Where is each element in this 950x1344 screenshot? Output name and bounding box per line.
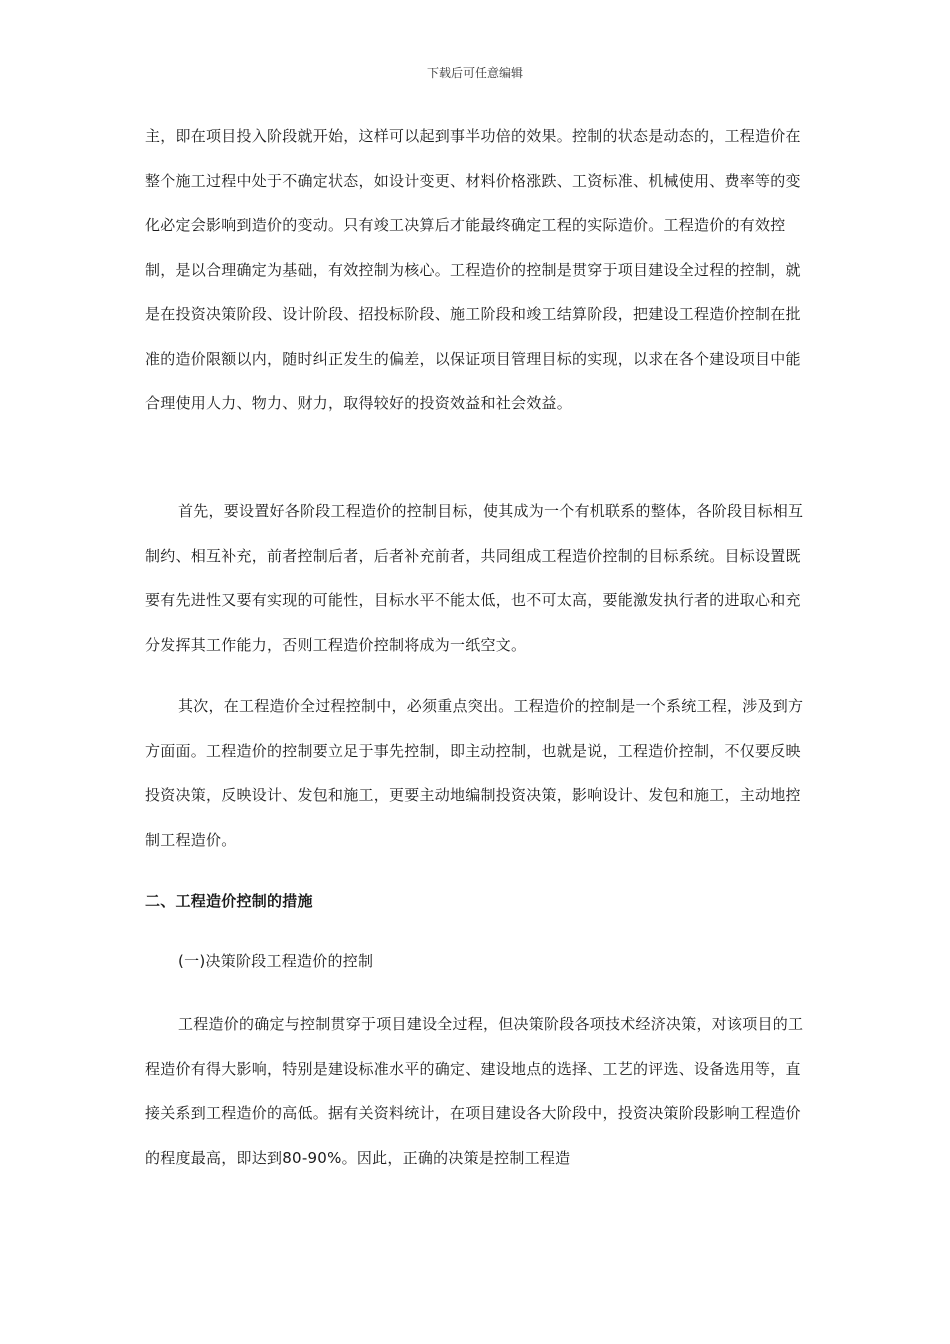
body-paragraph: 主，即在项目投入阶段就开始，这样可以起到事半功倍的效果。控制的状态是动态的，工程造价在整个施工过程中处于不确定状态，如设计变更、材料价格涨跌、工资标准、机械使用、费率等的变化必定会影响到造价的变动。只有竣工决算后才能最终确定工程的实际造价。工程造价的有效控制，是以合理确定为基础，有效控制为核心。工程造价的控制是贯穿于项目建设全过程的控制，就是在投资决策阶段、设计阶段、招投标阶段、施工阶段和竣工结算阶段，把建设工程造价控制在批准的造价限额以内，随时纠正发生的偏差，以保证项目管理目标的实现，以求在各个建设项目中能合理使用人力、物力、财力，取得较好的投资效益和社会效益。 <box>145 127 801 412</box>
body-paragraph: 首先，要设置好各阶段工程造价的控制目标，使其成为一个有机联系的整体，各阶段目标相互制约、相互补充，前者控制后者，后者补充前者，共同组成工程造价控制的目标系统。目标设置既要有先进性又要有实现的可能性，目标水平不能太低，也不可太高，要能激发执行者的进取心和充分发挥其工作能力，否则工程造价控制将成为一纸空文。 <box>145 502 804 654</box>
body-paragraph: 工程造价的确定与控制贯穿于项目建设全过程，但决策阶段各项技术经济决策，对该项目的工程造价有得大影响，特别是建设标准水平的确定、建设地点的选择、工艺的评选、设备选用等，直接关系到工程造价的高低。据有关资料统计，在项目建设各大阶段中，投资决策阶段影响工程造价的程度最高，即达到80-90%。因此，正确的决策是控制工程造 <box>145 1015 804 1167</box>
subsection-heading: (一)决策阶段工程造价的控制 <box>178 952 374 970</box>
section-heading: 二、工程造价控制的措施 <box>145 892 313 910</box>
body-paragraph: 其次，在工程造价全过程控制中，必须重点突出。工程造价的控制是一个系统工程，涉及到方方面面。工程造价的控制要立足于事先控制，即主动控制，也就是说，工程造价控制，不仅要反映投资决策，反映设计、发包和施工，更要主动地编制投资决策，影响设计、发包和施工，主动地控制工程造价。 <box>145 697 804 849</box>
page-header-note: 下载后可任意编辑 <box>426 66 523 80</box>
